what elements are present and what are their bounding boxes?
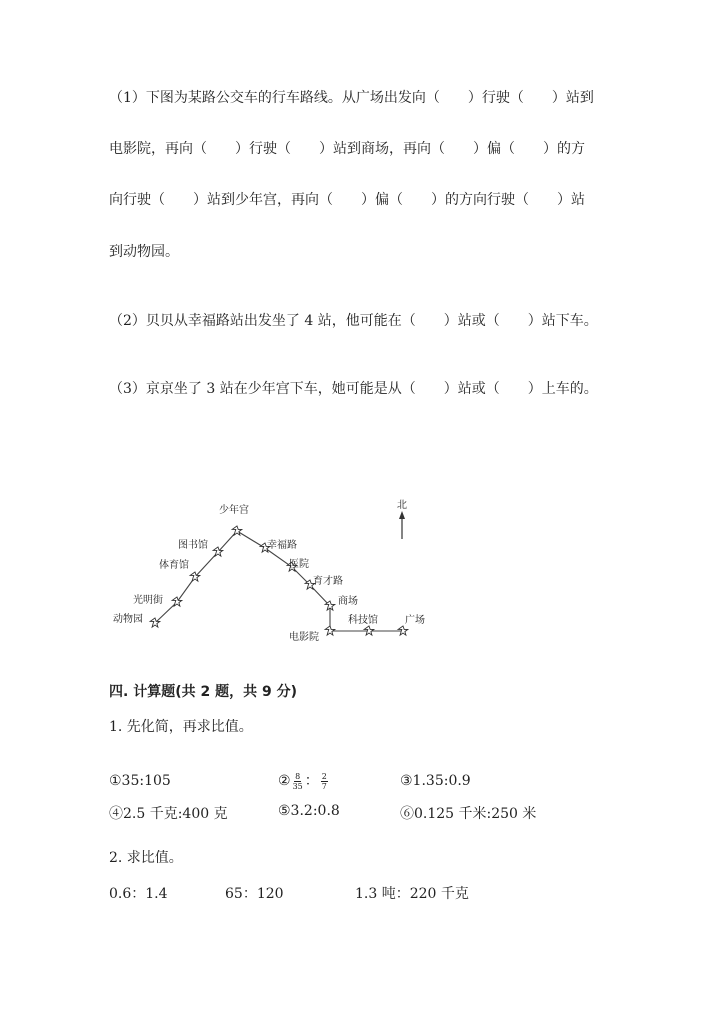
north-arrow-head [399, 511, 405, 519]
label-tushuguan: 图书馆 [178, 540, 208, 551]
item-e: ⑤3.2:0.8 [278, 803, 340, 819]
item-d: ④2.5 千克:400 克 [109, 806, 228, 822]
bus-route-map [105, 495, 445, 645]
frac1-num: 8 [295, 771, 301, 781]
section-title: 四. 计算题(共 2 题，共 9 分) [109, 684, 297, 700]
label-dianyingyuan: 电影院 [289, 632, 319, 643]
q3-text: （3）京京坐了 3 站在少年宫下车，她可能是从（ ）站或（ ）上车的。 [109, 381, 598, 397]
item-b-prefix: ② [278, 773, 291, 789]
frac1-den: 35 [292, 781, 303, 791]
item-b-sep: ： [304, 773, 319, 789]
label-dongwuyuan: 动物园 [113, 614, 143, 625]
station-star-shaoniangong [232, 526, 242, 535]
fraction-8-35 [293, 772, 303, 791]
fraction-2-7 [321, 772, 328, 791]
label-guangmingjie: 光明街 [133, 595, 163, 606]
item-b [278, 770, 330, 791]
q1-line-1: （1）下图为某路公交车的行车路线。从广场出发向（ ）行驶（ ）站到 [109, 90, 594, 106]
q1-line-3: 向行驶（ ）站到少年宫，再向（ ）偏（ ）的方向行驶（ ）站 [109, 192, 585, 208]
q1-line-2: 电影院，再向（ ）行驶（ ）站到商场，再向（ ）偏（ ）的方 [109, 141, 585, 157]
label-guangchang: 广场 [405, 615, 425, 626]
q2-calc-title: 2. 求比值。 [109, 850, 183, 866]
label-tiyuguan: 体育馆 [159, 560, 189, 571]
frac2-num: 2 [321, 771, 327, 781]
label-yiyuan: 医院 [289, 559, 309, 570]
label-kejiguan: 科技馆 [348, 615, 378, 626]
q2-text: （2）贝贝从幸福路站出发坐了 4 站，他可能在（ ）站或（ ）站下车。 [109, 313, 598, 329]
label-shangchang: 商场 [338, 596, 358, 607]
item-c: ③1.35:0.9 [400, 773, 471, 789]
north-label: 北 [397, 500, 407, 511]
q2-item-a: 0.6：1.4 [109, 886, 168, 902]
item-a: ①35:105 [109, 773, 171, 789]
q1-calc-title: 1. 先化简，再求比值。 [109, 719, 253, 735]
item-f: ⑥0.125 千米:250 米 [400, 806, 537, 822]
label-xingfulu: 幸福路 [267, 540, 297, 551]
q2-item-b: 65：120 [225, 886, 284, 902]
frac2-den: 7 [321, 781, 327, 791]
label-yucailu: 育才路 [313, 576, 343, 587]
station-star-dianyingyuan [325, 626, 335, 635]
label-shaoniangong: 少年宫 [219, 505, 249, 516]
q1-line-4: 到动物园。 [109, 244, 179, 260]
q2-item-c: 1.3 吨：220 千克 [355, 886, 469, 902]
